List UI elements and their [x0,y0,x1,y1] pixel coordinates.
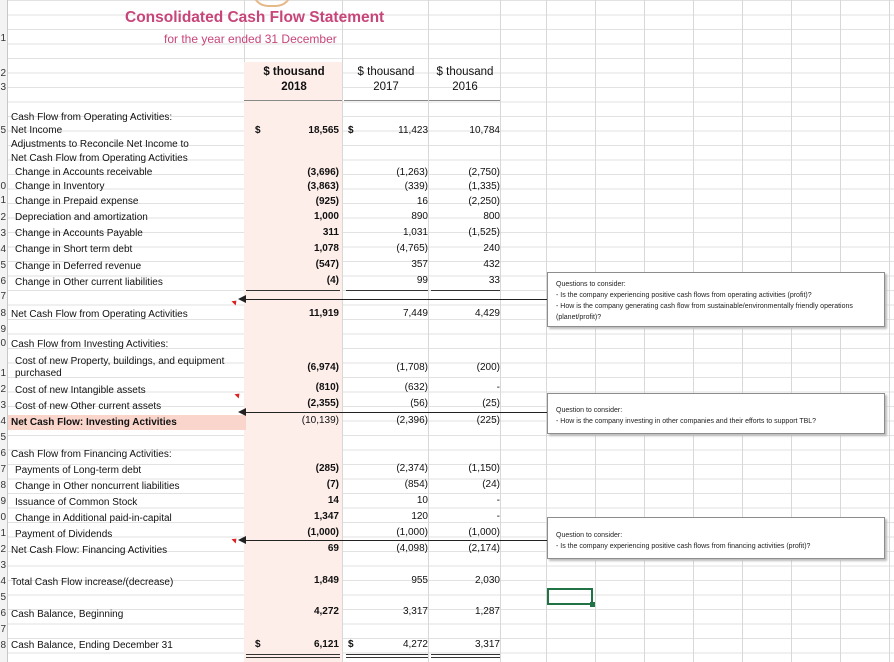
statement-subtitle: for the year ended 31 December [164,32,337,46]
value-2016[interactable]: 3,317 [474,639,500,650]
arrowhead-icon [238,295,246,303]
value-2017[interactable]: 890 [411,211,428,222]
value-2016[interactable]: (200) [476,362,500,373]
value-2017[interactable]: 7,449 [402,308,428,319]
label-deferred-rev[interactable]: Change in Deferred revenue [15,261,142,272]
currency-symbol: $ [255,639,261,650]
comment-box-operating[interactable] [547,272,885,327]
total-double-underline [431,654,500,655]
row-number[interactable]: 0 [0,338,6,349]
label-ar[interactable]: Change in Accounts receivable [15,167,153,178]
value-2017[interactable]: (854) [404,479,428,490]
value-2016[interactable]: (2,250) [468,196,500,207]
label-net-income[interactable]: Net Income [11,125,63,136]
value-2017[interactable]: (2,396) [396,415,428,426]
value-2016[interactable]: - [496,382,500,393]
value-2018[interactable]: (6,974) [307,362,339,373]
row-number[interactable]: 5 [0,432,6,443]
comment-heading: Question to consider: [556,532,623,539]
value-2017[interactable]: (4,098) [396,543,428,554]
row-number[interactable]: 8 [0,640,6,651]
comment-arrow [240,412,547,413]
label-depreciation[interactable]: Depreciation and amortization [15,212,148,223]
comment-line: - Is the company experiencing positive cash flows from operating activities (profit)? [556,292,812,299]
label-net-fin[interactable]: Net Cash Flow: Financing Activities [11,545,168,556]
gridline [889,0,890,662]
value-2018[interactable]: (3,696) [307,167,339,178]
label-other-ca[interactable]: Cost of new Other current assets [15,401,162,412]
value-2018[interactable]: (1,000) [307,527,339,538]
section-header-investing[interactable]: Cash Flow from Investing Activities: [11,339,169,350]
row-number[interactable]: 6 [0,448,6,459]
label-end[interactable]: Cash Balance, Ending December 31 [11,640,173,651]
value-2017[interactable]: 16 [416,196,428,207]
value-2016[interactable]: 240 [483,243,500,254]
section-header-operating[interactable]: Cash Flow from Operating Activities: [11,112,173,123]
label-net-cash-from-op[interactable]: Net Cash Flow from Operating Activities [11,153,188,164]
value-2018[interactable]: (2,355) [307,398,339,409]
value-2018[interactable]: (810) [315,382,339,393]
row-number[interactable]: 5 [0,260,6,271]
label-other-ncl[interactable]: Change in Other noncurrent liabilities [15,481,180,492]
value-2017[interactable]: (339) [404,181,428,192]
value-2018[interactable]: 1,078 [313,243,339,254]
gridline [546,0,547,662]
value-2016[interactable]: (1,150) [468,463,500,474]
gridline [840,0,841,662]
label-prepaid[interactable]: Change in Prepaid expense [15,196,139,207]
comment-line: - How is the company generating cash flow from sustainable/environmentally friendly operations (planet/profit)? [556,303,853,321]
row-number[interactable]: 1 [0,368,6,379]
label-ppe[interactable]: Cost of new Property, buildings, and equipment purchased [15,356,225,379]
col-header-2017[interactable] [344,65,428,95]
row-number[interactable]: 4 [0,244,6,255]
label-dividends[interactable]: Payment of Dividends [15,529,113,540]
row-number[interactable]: 7 [0,464,6,475]
value-2017[interactable]: 357 [411,259,428,270]
value-2017[interactable]: 4,272 [402,639,428,650]
value-2017[interactable]: 99 [416,275,428,286]
row-number[interactable]: 2 [0,384,6,395]
subtotal-underline [431,290,500,291]
value-2018[interactable]: 4,272 [313,606,339,617]
value-2017[interactable]: 11,423 [398,125,428,136]
subtotal-underline [246,290,340,291]
value-2018[interactable]: (547) [315,259,339,270]
label-total[interactable]: Total Cash Flow increase/(decrease) [11,577,174,588]
value-2017[interactable]: (1,708) [396,362,428,373]
value-2016[interactable]: - [496,495,500,506]
row-number[interactable]: 6 [0,608,6,619]
comment-arrow [240,540,547,541]
row-number[interactable]: 3 [0,400,6,411]
row-number[interactable]: 4 [0,416,6,427]
label-other-cl[interactable]: Change in Other current liabilities [15,277,163,288]
value-2018[interactable]: 1,347 [313,511,339,522]
comment-line: - How is the company investing in other companies and their efforts to support TBL? [556,418,817,425]
gridline [644,0,645,662]
value-2016[interactable]: 33 [488,275,500,286]
subtotal-underline [346,290,428,291]
arrowhead-icon [238,536,246,544]
value-2016[interactable]: 1,287 [474,606,500,617]
row-number[interactable]: 3 [0,560,6,571]
arrowhead-icon [238,408,246,416]
value-2016[interactable]: (225) [476,415,500,426]
section-header-financing[interactable]: Cash Flow from Financing Activities: [11,449,172,460]
value-2016[interactable]: (1,525) [468,227,500,238]
value-2018[interactable]: 1,849 [313,575,339,586]
value-2018[interactable]: (925) [315,196,339,207]
row-number[interactable]: 3 [0,228,6,239]
row-number[interactable]: 8 [0,308,6,319]
col-unit: $ thousand [436,66,494,78]
selected-cell[interactable] [547,588,593,605]
label-adjustments[interactable]: Adjustments to Reconcile Net Income to [11,139,189,150]
value-2018[interactable]: (7) [326,479,339,490]
comment-arrow [240,299,547,300]
row-number[interactable]: 2 [0,68,6,79]
value-2018[interactable]: 1,000 [313,211,339,222]
gridline [342,0,343,662]
row-number[interactable]: 8 [0,480,6,491]
label-common-stock[interactable]: Issuance of Common Stock [15,497,138,508]
col-unit: $ thousand [263,66,325,78]
value-2018[interactable]: 18,565 [308,125,339,136]
col-header-2018[interactable] [250,65,338,95]
value-2016[interactable]: (1,335) [468,181,500,192]
row-number[interactable]: 3 [0,82,6,93]
value-2018[interactable]: 6,121 [313,639,339,650]
total-double-underline [346,654,428,655]
value-2018[interactable]: (285) [315,463,339,474]
value-2017[interactable]: (1,263) [396,167,428,178]
col-header-2016[interactable] [429,65,501,95]
row-number[interactable]: 4 [0,576,6,587]
gridline [742,0,743,662]
gridline [500,0,501,662]
value-2017[interactable]: (4,765) [396,243,428,254]
row-number[interactable]: 2 [0,544,6,555]
label-lt-debt[interactable]: Payments of Long-term debt [15,465,142,476]
label-intangible[interactable]: Cost of new Intangible assets [15,385,146,396]
value-2016[interactable]: 432 [483,259,500,270]
header-underline [429,100,500,101]
value-2017[interactable]: 1,031 [402,227,428,238]
value-2017[interactable]: 120 [411,511,428,522]
label-net-inv[interactable]: Net Cash Flow: Investing Activities [11,417,177,428]
row-number[interactable]: 7 [0,624,6,635]
comment-heading: Question to consider: [556,407,623,414]
value-2016[interactable]: (1,000) [468,527,500,538]
value-2017[interactable]: 3,317 [402,606,428,617]
row-header-strip[interactable] [0,0,8,662]
row-number[interactable]: 1 [0,195,6,206]
row-number[interactable]: 5 [0,592,6,603]
value-2016[interactable]: 800 [483,211,500,222]
value-2017[interactable]: 955 [411,575,428,586]
currency-symbol: $ [348,125,354,136]
value-2018[interactable]: 311 [322,227,339,238]
currency-symbol: $ [255,125,261,136]
comment-line: - Is the company experiencing positive cash flows from financing activities (profit)? [556,543,811,550]
row-number[interactable]: 2 [0,212,6,223]
value-2017[interactable]: (632) [404,382,428,393]
value-2017[interactable]: (1,000) [396,527,428,538]
col-year: 2017 [373,81,399,93]
comment-box-investing[interactable] [547,393,885,434]
value-2018[interactable]: 11,919 [308,308,339,319]
row-number[interactable]: 0 [0,181,6,192]
col-year: 2018 [281,81,307,93]
total-double-underline [246,654,340,655]
gridline [791,0,792,662]
value-2016[interactable]: - [496,511,500,522]
value-2017[interactable]: (2,374) [396,463,428,474]
total-double-underline [246,657,340,658]
value-2018[interactable]: 69 [327,543,339,554]
row-number[interactable]: 9 [0,496,6,507]
value-2018[interactable]: (10,139) [301,415,339,426]
comment-box-financing[interactable] [547,517,885,559]
label-ap[interactable]: Change in Accounts Payable [15,228,143,239]
total-double-underline [431,657,500,658]
row-number[interactable]: 7 [0,291,6,302]
label-inventory[interactable]: Change in Inventory [15,181,105,192]
col-unit: $ thousand [357,66,415,78]
value-2018[interactable]: (3,863) [307,181,339,192]
value-2016[interactable]: 2,030 [474,575,500,586]
row-number[interactable]: 5 [0,125,6,136]
value-2018[interactable]: 14 [327,495,339,506]
gridline [595,0,596,662]
label-st-debt[interactable]: Change in Short term debt [15,244,133,255]
header-underline [244,100,342,101]
total-double-underline [346,657,428,658]
label-net-op[interactable]: Net Cash Flow from Operating Activities [11,309,188,320]
gridline [693,0,694,662]
value-2016[interactable]: (2,174) [468,543,500,554]
label-apic[interactable]: Change in Additional paid-in-capital [15,513,172,524]
value-2016[interactable]: 4,429 [474,308,500,319]
col-year: 2016 [452,81,478,93]
value-2018[interactable]: (4) [326,275,339,286]
comment-heading: Questions to consider: [556,281,626,288]
row-number[interactable]: 1 [0,528,6,539]
value-2016[interactable]: (24) [482,479,500,490]
row-number[interactable]: 0 [0,512,6,523]
header-underline [344,100,428,101]
statement-title: Consolidated Cash Flow Statement [125,9,385,26]
row-number[interactable]: 9 [0,324,6,335]
row-number[interactable]: 1 [0,33,6,44]
currency-symbol: $ [348,639,354,650]
value-2016[interactable]: (2,750) [468,167,500,178]
value-2017[interactable]: 10 [416,495,428,506]
label-begin[interactable]: Cash Balance, Beginning [11,609,124,620]
row-number[interactable]: 6 [0,276,6,287]
fill-handle[interactable] [590,602,595,607]
value-2016[interactable]: 10,784 [469,125,500,136]
value-2017[interactable]: (56) [410,398,428,409]
value-2016[interactable]: (25) [482,398,500,409]
